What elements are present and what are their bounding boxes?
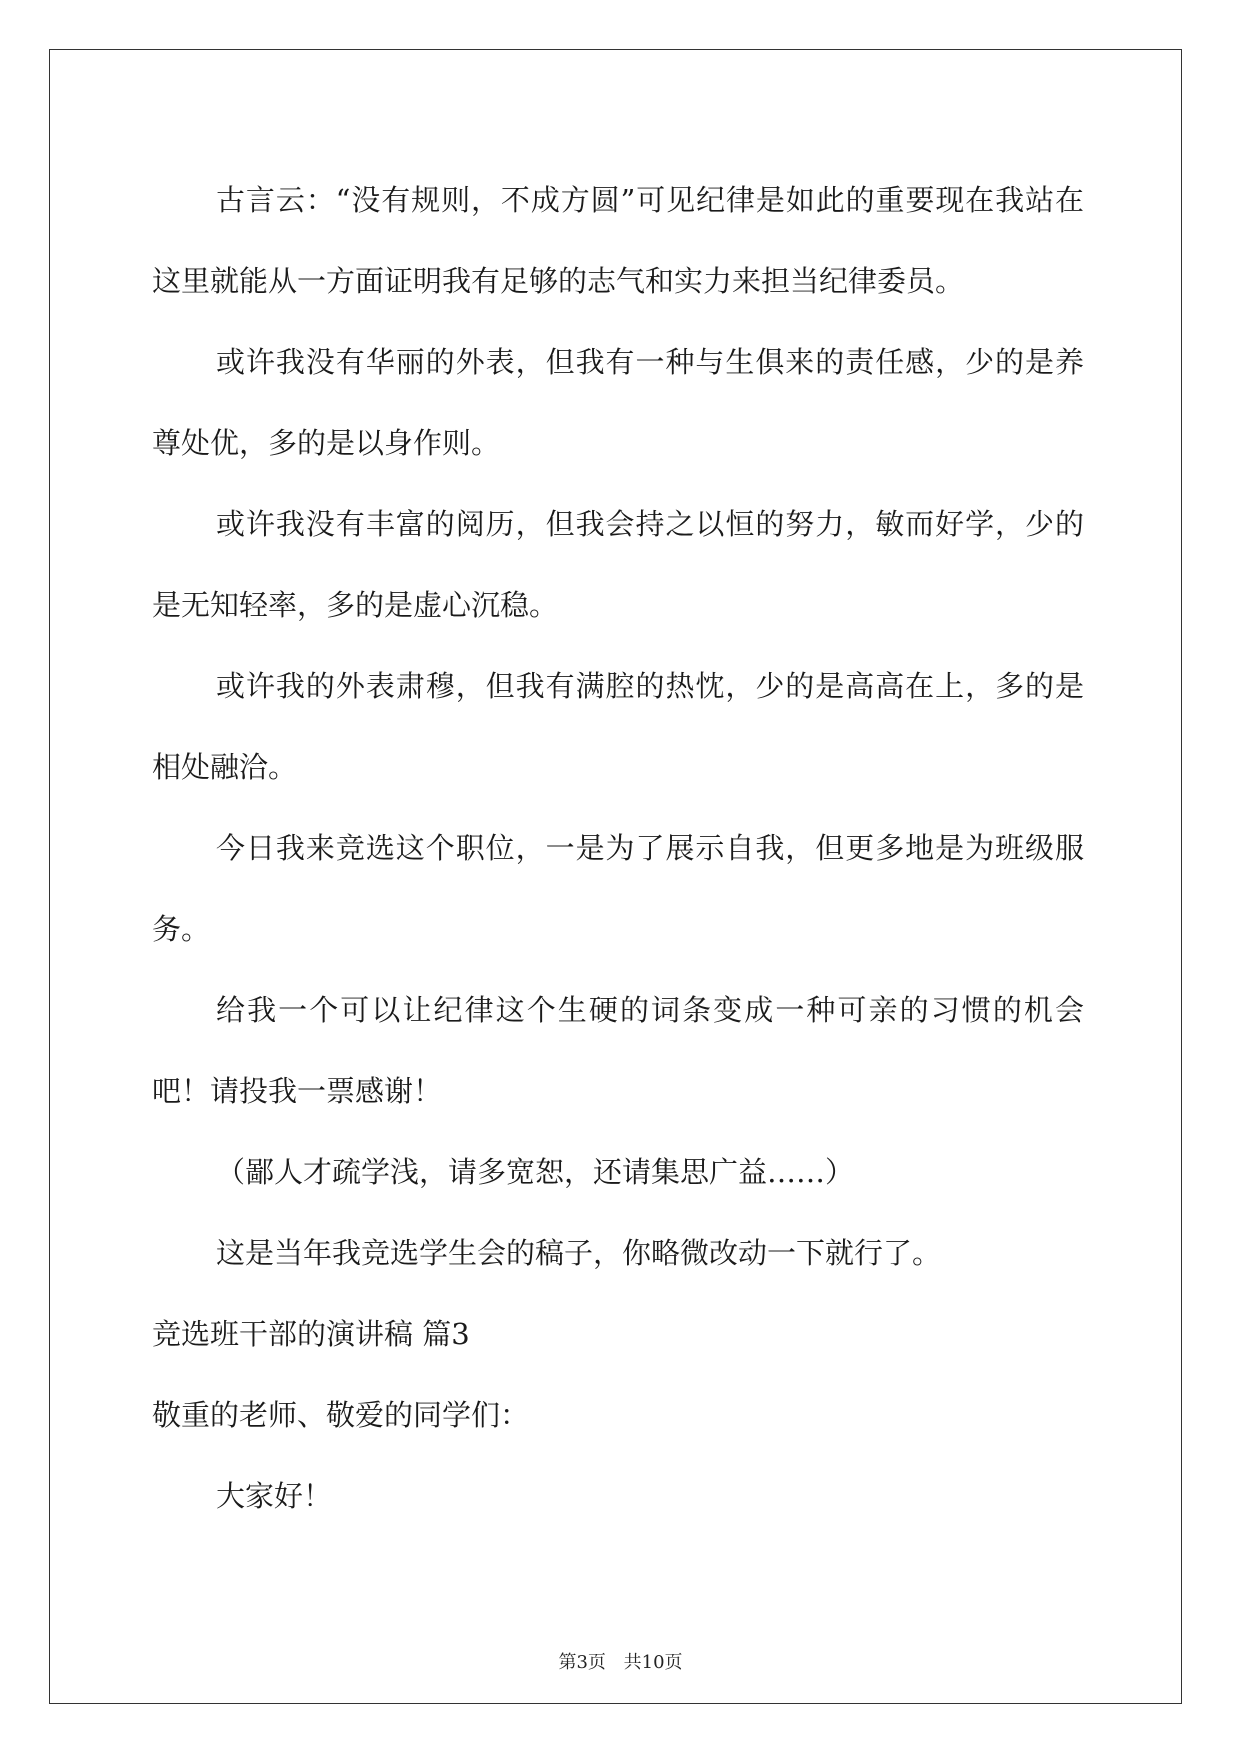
paragraph: （鄙人才疏学浅，请多宽恕，还请集思广益……）: [216, 1155, 855, 1189]
paragraph: 给我一个可以让纪律这个生硬的词条变成一种可亲的习惯的机会吧！请投我一票感谢！: [152, 993, 1084, 1108]
paragraph: 这是当年我竞选学生会的稿子，你略微改动一下就行了。: [216, 1236, 942, 1270]
paragraph: 或许我没有华丽的外表，但我有一种与生俱来的责任感，少的是养尊处优，多的是以身作则。: [152, 345, 1084, 460]
paragraph: 或许我没有丰富的阅历，但我会持之以恒的努力，敏而好学，少的是无知轻率，多的是虚心沉稳。: [152, 507, 1084, 622]
document-body: [152, 160, 1084, 1537]
salutation: 敬重的老师、敬爱的同学们：: [152, 1398, 530, 1432]
section-heading: 竞选班干部的演讲稿 篇3: [152, 1317, 470, 1351]
page-footer: [0, 1648, 1241, 1674]
paragraph: 或许我的外表肃穆，但我有满腔的热忱，少的是高高在上，多的是相处融洽。: [152, 669, 1084, 784]
paragraph: 今日我来竞选这个职位，一是为了展示自我，但更多地是为班级服务。: [152, 831, 1084, 946]
page-total: 共10页: [623, 1652, 683, 1673]
page-number: 第3页: [558, 1652, 606, 1673]
paragraph: 古言云：“没有规则，不成方圆”可见纪律是如此的重要现在我站在这里就能从一方面证明我有足够的志气和实力来担当纪律委员。: [152, 183, 1084, 298]
greeting: 大家好！: [216, 1479, 333, 1513]
